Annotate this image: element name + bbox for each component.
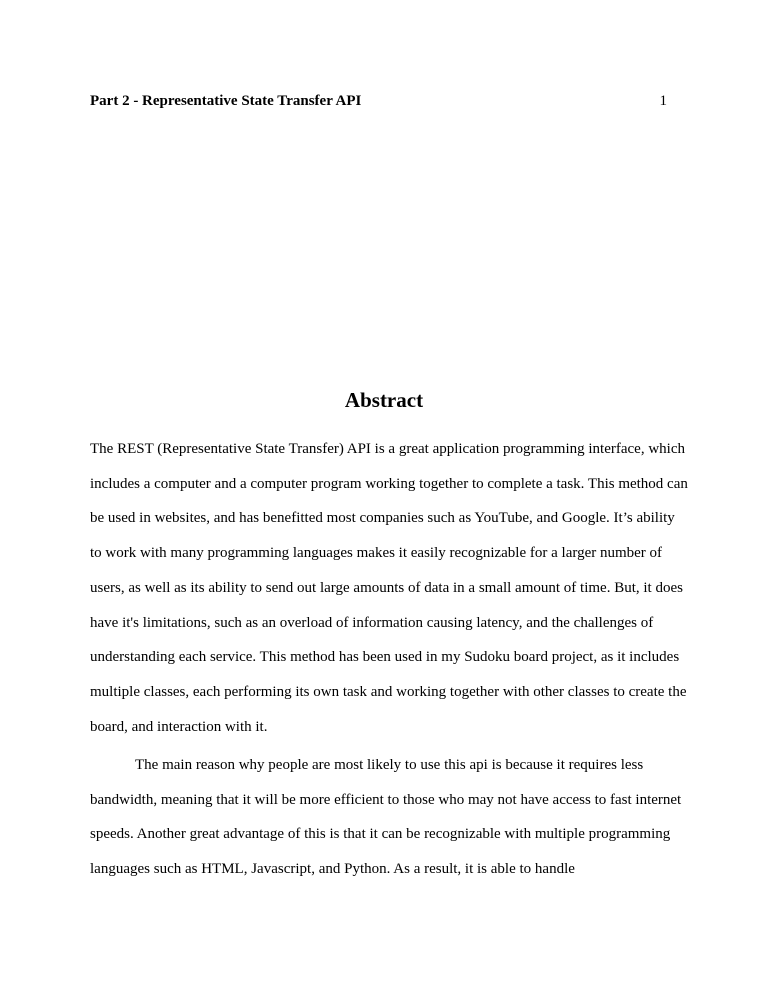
abstract-paragraph-2: The main reason why people are most likely to use this api is because it requires less bandwidth, meaning that it will be more efficient to those who may not have access to fast internet speeds. Another great advantage of this is that it can be recognizable with multiple programming languages such as HTML, Javascript, and Python. As a result, it is able to handle — [90, 757, 682, 878]
abstract-heading: Abstract — [344, 388, 424, 412]
running-head-title: Part 2 - Representative State Transfer API — [90, 93, 362, 109]
abstract-paragraph-1: The REST (Representative State Transfer) API is a great application programming interface, which includes a computer and a computer program working together to complete a task. This method can be used in websites, and has benefitted most companies such as YouTube, and Google. It’s ability to work with many programming languages makes it easily recognizable for a larger number of users, as well as its ability to send out large amounts of data in a small amount of time. But, it does have it's limitations, such as an overload of information causing latency, and the challenges of understanding each service. This method has been used in my Sudoku board project, as it includes multiple classes, each performing its own task and working together with other classes to create the board, and interaction with it. — [90, 441, 688, 735]
page-number: 1 — [659, 93, 667, 109]
